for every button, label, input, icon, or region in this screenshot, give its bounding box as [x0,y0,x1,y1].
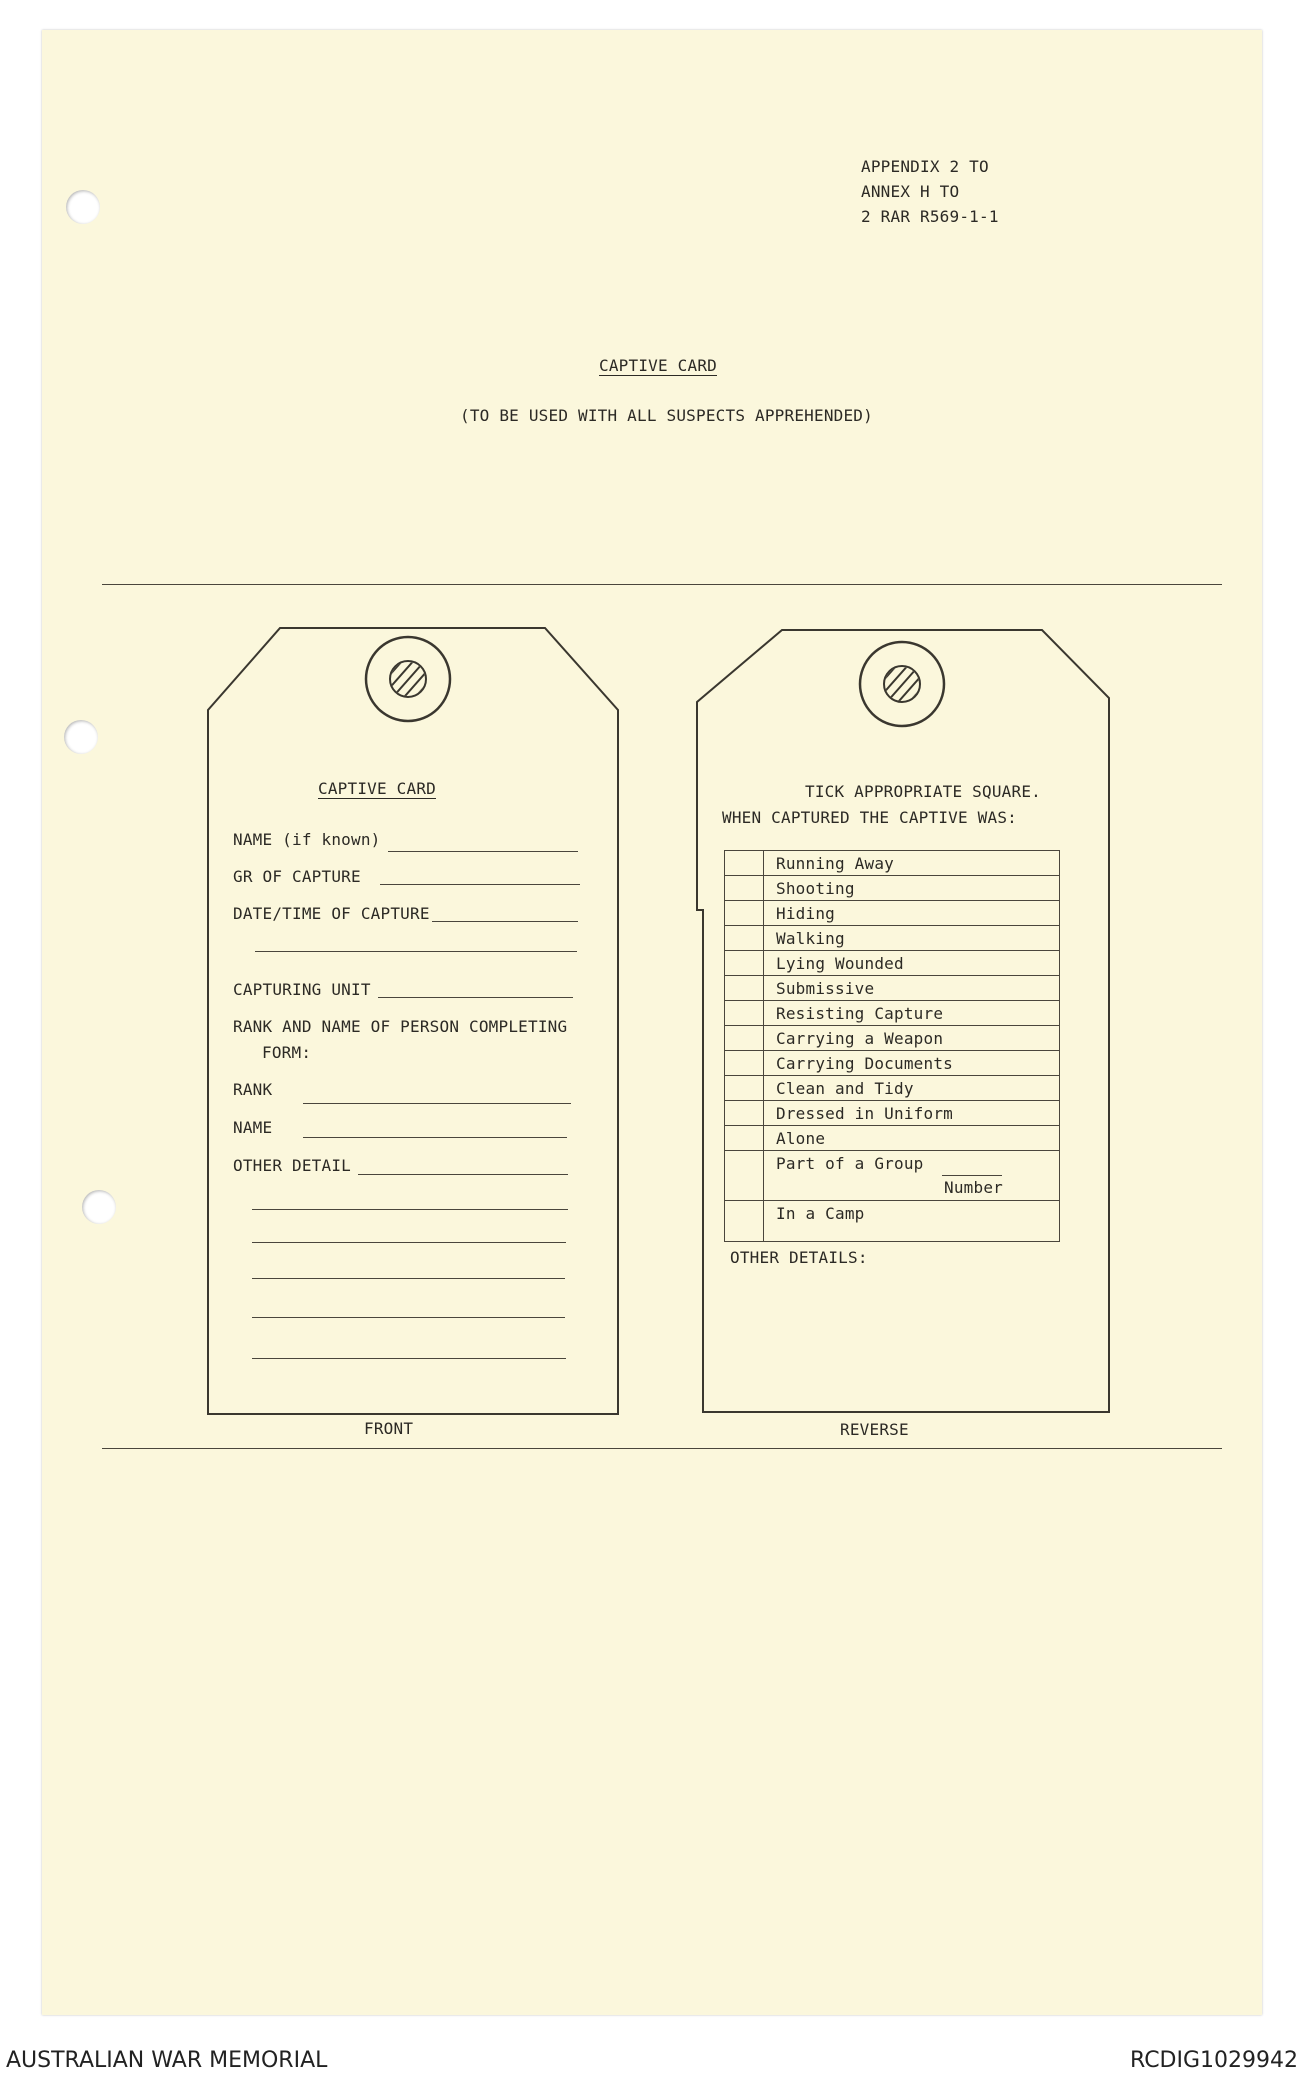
field-line-name-2[interactable] [303,1137,567,1138]
checklist-item-label: Resisting Capture [776,1004,944,1023]
tick-square[interactable] [726,877,760,898]
checklist-item-label: Shooting [776,879,855,898]
field-label-completing: RANK AND NAME OF PERSON COMPLETING [233,1017,568,1036]
checklist-row-divider [724,1075,1060,1076]
checklist-item-label: Hiding [776,904,835,923]
tick-square[interactable] [726,1127,760,1148]
tick-square[interactable] [726,927,760,948]
appendix-line-1: APPENDIX 2 TO [861,157,989,176]
checklist-row-divider [724,1000,1060,1001]
footer-source: AUSTRALIAN WAR MEMORIAL [6,2048,328,2073]
reverse-instruction-1: TICK APPROPRIATE SQUARE. [805,782,1041,801]
checklist-item-label: Part of a Group [776,1154,924,1173]
top-divider [102,584,1222,585]
document-subtitle: (TO BE USED WITH ALL SUSPECTS APPREHENDED) [460,406,873,425]
field-line-other-detail[interactable] [358,1174,568,1175]
checklist-row-divider [724,875,1060,876]
checklist-row-divider [724,1125,1060,1126]
checklist-row-divider [724,950,1060,951]
group-number-label: Number [944,1178,1003,1197]
tick-square[interactable] [726,852,760,873]
checklist-row-divider [724,1050,1060,1051]
tick-square[interactable] [726,902,760,923]
checklist-item-label: Clean and Tidy [776,1079,914,1098]
reverse-caption: REVERSE [840,1420,909,1439]
checklist-item-label: Submissive [776,979,875,998]
tick-square[interactable] [726,977,760,998]
punch-hole [66,190,100,224]
tick-square[interactable] [726,1027,760,1048]
field-line-capturing-unit[interactable] [378,997,573,998]
tick-square[interactable] [726,952,760,973]
checklist-item-label: Dressed in Uniform [776,1104,953,1123]
checklist-item-label: Walking [776,929,845,948]
checklist-row-divider [724,925,1060,926]
field-label-other-detail: OTHER DETAIL [233,1156,351,1175]
field-line-other-3[interactable] [252,1278,565,1279]
field-line-other-4[interactable] [252,1317,565,1318]
punch-hole [82,1190,116,1224]
field-line-other-2[interactable] [252,1242,566,1243]
checklist-row-divider [724,1200,1060,1201]
appendix-line-3: 2 RAR R569-1-1 [861,207,999,226]
field-label-gr-of-capture: GR OF CAPTURE [233,867,361,886]
checklist-item-label: Carrying Documents [776,1054,953,1073]
checklist-row-divider [724,900,1060,901]
field-line-other-5[interactable] [252,1358,566,1359]
tick-square[interactable] [726,1202,760,1235]
checklist-row-divider [724,1100,1060,1101]
tick-square[interactable] [726,1052,760,1073]
checklist-item-label: Running Away [776,854,894,873]
field-label-name: NAME (if known) [233,830,381,849]
field-label-name-2: NAME [233,1118,273,1137]
field-label-datetime: DATE/TIME OF CAPTURE [233,904,430,923]
front-caption: FRONT [364,1419,414,1438]
checklist-row-divider [724,1025,1060,1026]
tick-square[interactable] [726,1077,760,1098]
group-number-line[interactable] [942,1175,1002,1176]
tick-square[interactable] [726,1152,760,1198]
appendix-line-2: ANNEX H TO [861,182,960,201]
punch-hole [64,720,98,754]
field-line-datetime-cont[interactable] [255,951,577,952]
field-line-name[interactable] [388,851,578,852]
field-line-datetime[interactable] [432,921,578,922]
checklist-item-label: Carrying a Weapon [776,1029,944,1048]
field-line-rank[interactable] [303,1103,571,1104]
checklist-item-label: Lying Wounded [776,954,904,973]
field-label-completing-form: FORM: [262,1043,312,1062]
checklist-row-divider [724,975,1060,976]
footer-id: RCDIG1029942 [1130,2048,1299,2073]
front-heading: CAPTIVE CARD [318,779,436,798]
tick-square[interactable] [726,1102,760,1123]
checklist-item-label: In a Camp [776,1204,865,1223]
field-line-gr-of-capture[interactable] [380,884,580,885]
field-line-other-1[interactable] [252,1209,568,1210]
tick-square[interactable] [726,1002,760,1023]
document-title: CAPTIVE CARD [599,356,717,375]
field-label-capturing-unit: CAPTURING UNIT [233,980,371,999]
checklist-item-label: Alone [776,1129,826,1148]
checklist-row-divider [724,1150,1060,1151]
tick-column-separator [763,851,764,1241]
field-label-rank: RANK [233,1080,273,1099]
bottom-divider [102,1448,1222,1449]
reverse-other-details: OTHER DETAILS: [730,1248,868,1267]
reverse-instruction-2: WHEN CAPTURED THE CAPTIVE WAS: [722,808,1017,827]
